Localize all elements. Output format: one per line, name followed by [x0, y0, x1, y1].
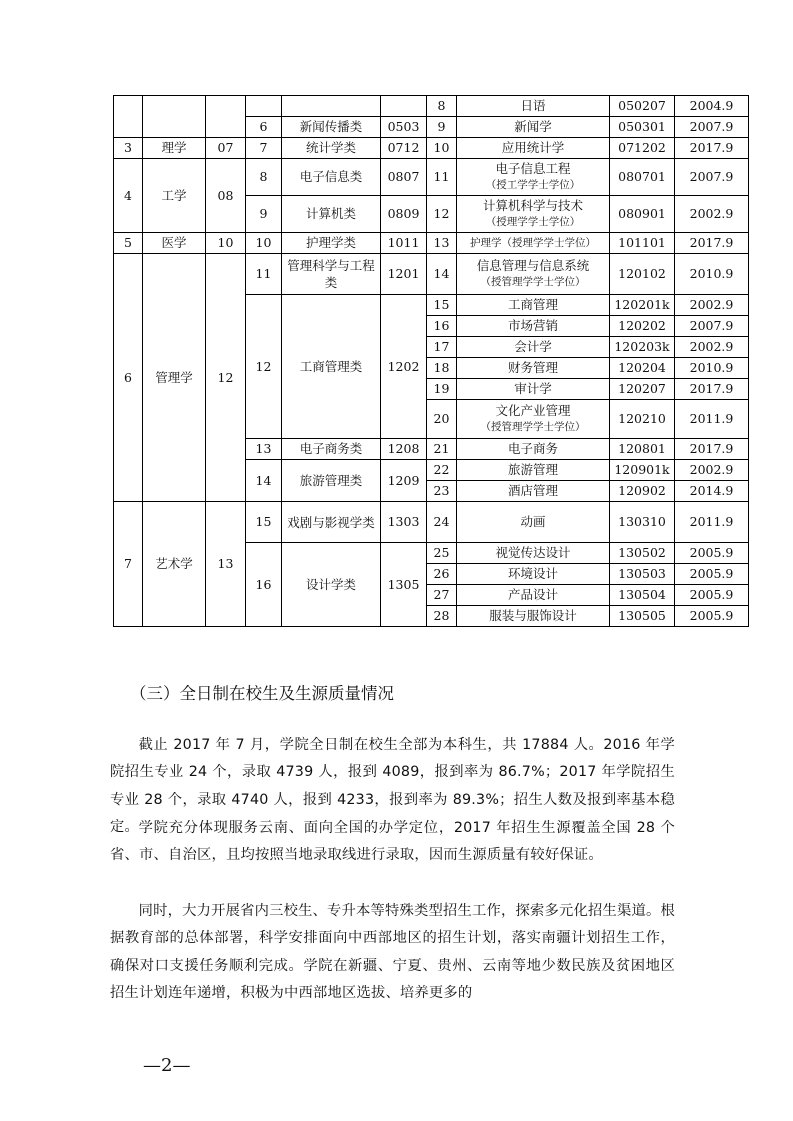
majors-table: [113, 95, 749, 627]
table-row: 6 新闻传播类 0503 9 新闻学 050301 2007.9: [114, 117, 749, 138]
table-row: 8 日语 050207 2004.9: [114, 96, 749, 117]
section-heading: （三）全日制在校生及生源质量情况: [130, 684, 394, 703]
table-row: 13 电子商务类 1208 21 电子商务 120801 2017.9: [114, 439, 749, 460]
table-row: 23 酒店管理 120902 2014.9: [114, 481, 749, 502]
table-row: 17 会计学 120203k 2002.9: [114, 337, 749, 358]
table-row: 26 环境设计 130503 2005.9: [114, 564, 749, 585]
table-row: 12 工商管理类 1202 15 工商管理 120201k 2002.9: [114, 295, 749, 316]
table-row: 7 艺术学 13 15 戏剧与影视学类 1303 24 动画 130310 2011.9: [114, 502, 749, 543]
table-row: 9 计算机类 0809 12 计算机科学与技术 （授理学学士学位） 080901 2002.9: [114, 196, 749, 233]
table-row: 19 审计学 120207 2017.9: [114, 379, 749, 400]
table-row: 4 工学 08 8 电子信息类 0807 11 电子信息工程 （授工学学士学位） 080701 2007.9: [114, 159, 749, 196]
table-row: 28 服装与服饰设计 130505 2005.9: [114, 606, 749, 627]
table-row: 20 文化产业管理 （授管理学学士学位） 120210 2011.9: [114, 400, 749, 439]
table-row: 3 理学 07 7 统计学类 0712 10 应用统计学 071202 2017.9: [114, 138, 749, 159]
paragraph: 学院充分体现服务云南、面向全国的办学定位，2017 年招生生源覆盖全国 28 个省、市、自治区，且均按照当地录取线进行录取，因而生源质量有较好保证。: [110, 820, 675, 864]
table-row: 6 管理学 12 11 管理科学与工程类 1201 14 信息管理与信息系统 （授管理学学士学位） 120102 2010.9: [114, 254, 749, 295]
paragraph: 截止 2017 年 7 月，学院全日制在校生全部为本科生，共 17884 人。2016 年学院招生专业 24 个，录取 4739 人，报到 4089，报到率为 86.7%；2017 年学院招生专业 28 个，录取 4740 人，报到 4233，报到率为 89.3%；招生人数及报到率基本稳定。: [110, 737, 675, 836]
table-row: 16 设计学类 1305 25 视觉传达设计 130502 2005.9: [114, 543, 749, 564]
table-row: 18 财务管理 120204 2010.9: [114, 358, 749, 379]
table-row: 16 市场营销 120202 2007.9: [114, 316, 749, 337]
paragraph: 同时，大力开展省内三校生、专升本等特殊类型招生工作，探索多元化招生渠道。根据教育部的总体部署，科学安排面向中西部地区的招生计划，落实南疆计划招生工作，确保对口支援任务顺利完成。学院在新疆、宁夏、贵州、云南等地少数民族及贫困地区招生计划连年递增，积极为中西部地区选拔、培养更多的: [110, 903, 675, 1002]
page-number: —2—: [143, 1055, 191, 1076]
table-row: 5 医学 10 10 护理学类 1011 13 护理学（授理学学士学位） 101101 2017.9: [114, 233, 749, 254]
table-row: 14 旅游管理类 1209 22 旅游管理 120901k 2002.9: [114, 460, 749, 481]
table-row: 27 产品设计 130504 2005.9: [114, 585, 749, 606]
